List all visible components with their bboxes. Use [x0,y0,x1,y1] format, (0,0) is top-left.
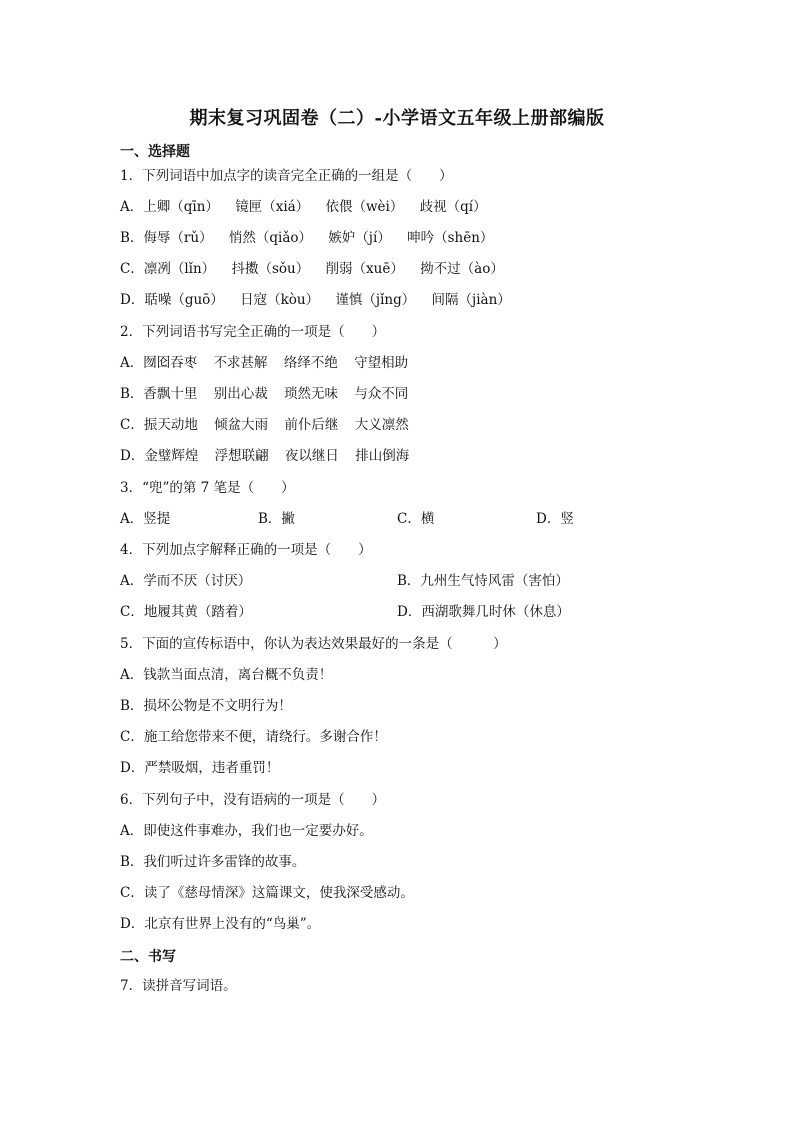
question-3-option-d: D．竖 [536,511,574,527]
question-6-stem: 6．下列句子中，没有语病的一项是（ ） [120,792,386,808]
question-6-option-b: B．我们听过许多雷锋的故事。 [120,854,306,870]
question-4-stem: 4．下列加点字解释正确的一项是（ ） [120,542,372,558]
option-word: B．侮辱（rǔ） [120,230,213,246]
question-6-option-c: C．读了《慈母情深》这篇课文，使我深受感动。 [120,885,414,901]
option-word: 呻吟（shēn） [407,230,494,246]
question-5-option-d: D．严禁吸烟，违者重罚！ [120,760,280,776]
option-word: 削弱（xuē） [325,261,404,277]
question-5-stem: 5．下面的宣传标语中，你认为表达效果最好的一条是（ ） [120,636,507,652]
option-word: A．囫囵吞枣 [120,355,198,371]
option-word: 日寇（kòu） [240,292,320,308]
option-word: 浮想联翩 [214,448,269,464]
option-word: 琐然无味 [284,386,339,402]
question-2-stem: 2．下列词语书写完全正确的一项是（ ） [120,324,386,340]
question-4-option-b: B．九州生气恃风雷（害怕） [397,573,569,589]
page-title: 期末复习巩固卷（二）-小学语文五年级上册部编版 [189,108,605,129]
question-4-option-d: D．西湖歌舞几时休（休息） [397,604,570,620]
question-2-option-d [120,447,409,465]
option-word: 依偎（wèi） [325,199,404,215]
question-5-option-c: C．施工给您带来不便，请绕行。多谢合作！ [120,729,387,745]
question-3-stem: 3．“兜”的第 7 笔是（ ） [120,480,295,496]
question-3-option-b: B．撇 [258,511,295,527]
question-1-option-a [120,198,487,216]
option-word: B．香飘十里 [120,386,198,402]
option-word: 络绎不绝 [283,355,338,371]
question-1-option-b [120,229,493,247]
option-word: 守望相助 [354,355,409,371]
question-7-stem: 7．读拼音写词语。 [120,978,237,994]
option-word: 嫉妒（jí） [328,230,391,246]
option-word: 排山倒海 [355,448,410,464]
option-word: 悄然（qiǎo） [228,230,313,246]
option-word: D．聒噪（guō） [120,292,224,308]
option-word: 与众不同 [354,386,409,402]
option-word: 前仆后继 [284,417,339,433]
question-4-option-a: A．学而不厌（讨厌） [120,573,252,589]
question-3-option-a: A．竖提 [120,511,171,527]
question-6-option-a: A．即使这件事难办，我们也一定要办好。 [120,823,373,839]
option-word: 大义凛然 [354,417,409,433]
section-heading-writing: 二、书写 [120,949,176,965]
section-heading-choice: 一、选择题 [120,144,190,160]
question-1-option-c [120,260,504,278]
question-2-option-a [120,354,408,372]
option-word: C．振天动地 [120,417,198,433]
question-4-option-c: C．地履其黄（踏着） [120,604,252,620]
question-2-option-c [120,416,409,434]
option-word: D．金璧辉煌 [120,448,199,464]
option-word: A．上卿（qīn） [120,199,219,215]
option-word: 镜匣（xiá） [235,199,310,215]
option-word: 拗不过（ào） [420,261,504,277]
question-5-option-a: A．钱款当面点清，离台概不负责！ [120,667,333,683]
option-word: 倾盆大雨 [214,417,269,433]
option-word: 夜以继日 [284,448,339,464]
question-2-option-b [120,385,408,403]
option-word: 歧视（qí） [419,199,487,215]
question-3-option-c: C．横 [397,511,435,527]
option-word: 别出心裁 [213,386,268,402]
option-word: 不求甚解 [213,355,268,371]
option-word: C．凛冽（lǐn） [120,261,216,277]
option-word: 间隔（jiàn） [431,292,511,308]
option-word: 谨慎（jǐng） [335,292,416,308]
option-word: 抖擞（sǒu） [231,261,310,277]
question-1-option-d [120,291,511,309]
question-6-option-d: D．北京有世界上没有的“鸟巢”。 [120,916,321,932]
question-5-option-b: B．损坏公物是不文明行为！ [120,698,292,714]
question-1-stem: 1．下列词语中加点字的读音完全正确的一组是（ ） [120,168,453,184]
